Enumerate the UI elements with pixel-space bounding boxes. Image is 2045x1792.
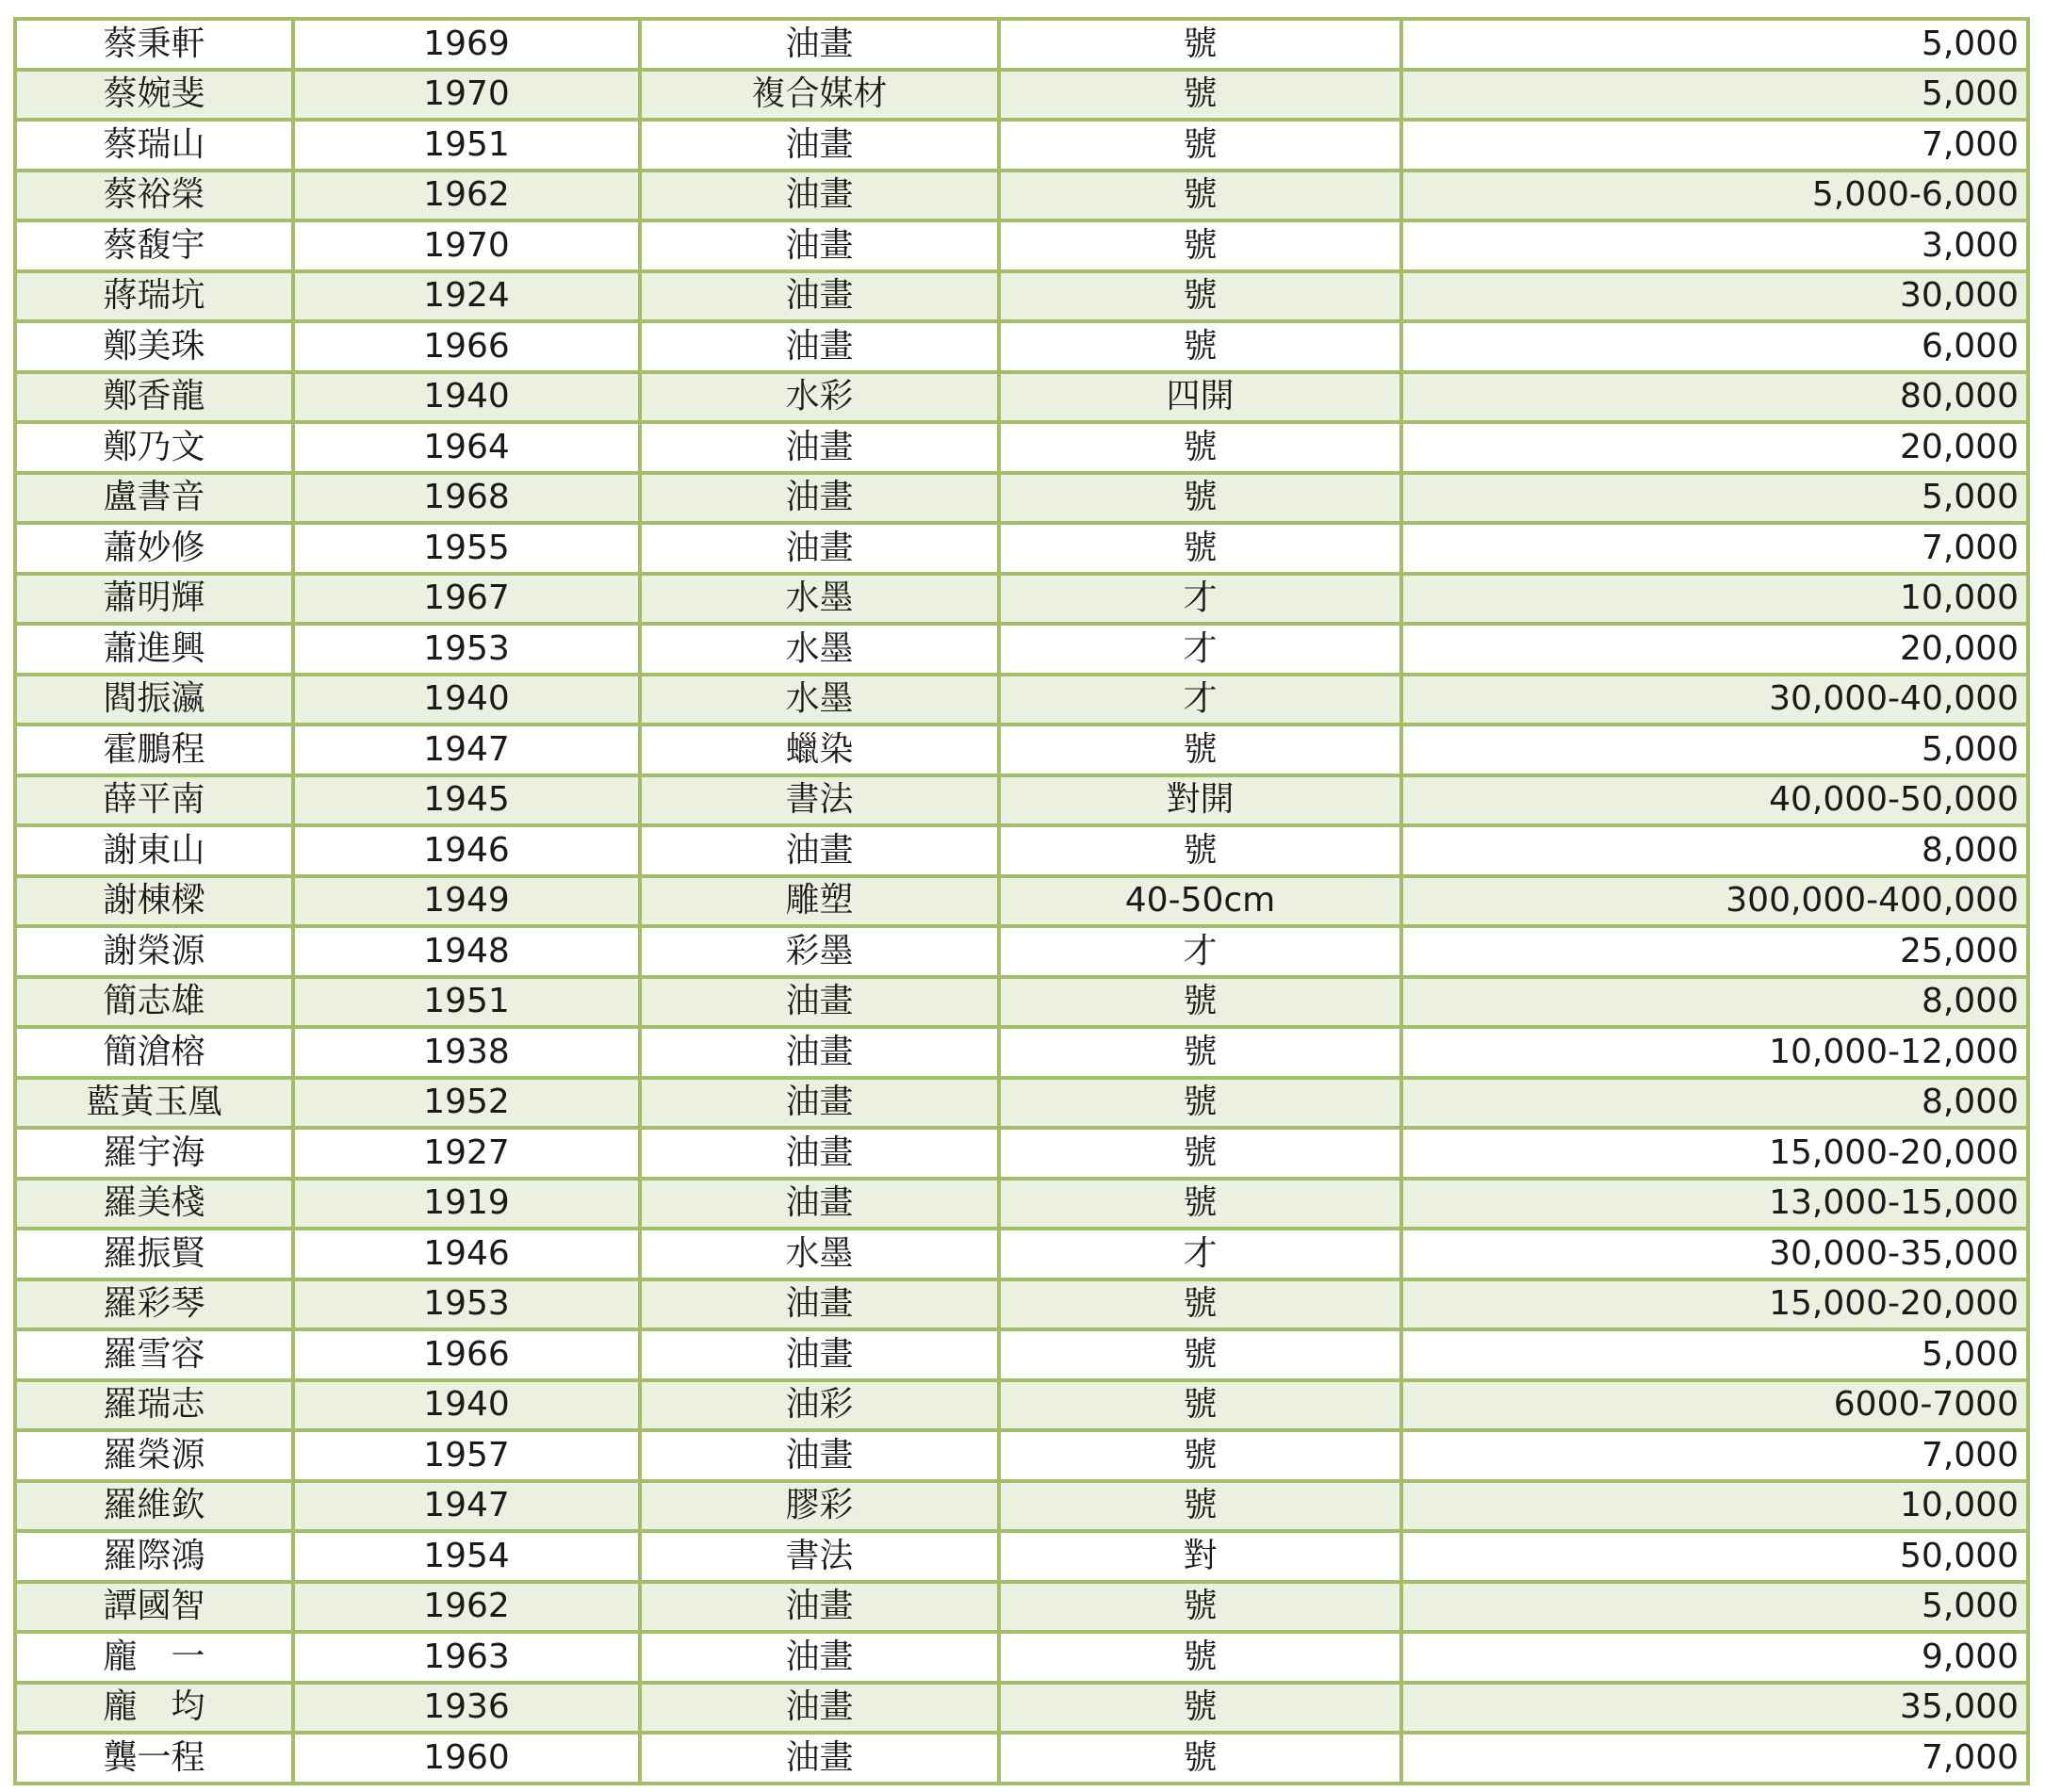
price-cell: 7,000 (1401, 1733, 2028, 1784)
artist-name-cell: 龐 均 (15, 1683, 293, 1734)
price-cell: 13,000-15,000 (1401, 1179, 2028, 1230)
medium-cell: 油畫 (640, 1279, 999, 1330)
table-row (15, 1380, 2028, 1431)
unit-cell: 號 (999, 1632, 1401, 1683)
table-row (15, 977, 2028, 1028)
table-row (15, 321, 2028, 372)
unit-cell: 對 (999, 1531, 1401, 1582)
artist-name-cell: 鄭美珠 (15, 321, 293, 372)
birth-year-cell: 1940 (293, 675, 640, 725)
birth-year-cell: 1953 (293, 624, 640, 675)
price-cell: 30,000 (1401, 271, 2028, 322)
medium-cell: 膠彩 (640, 1481, 999, 1532)
medium-cell: 書法 (640, 775, 999, 826)
medium-cell: 油畫 (640, 977, 999, 1028)
table-row (15, 1733, 2028, 1784)
medium-cell: 水彩 (640, 372, 999, 423)
medium-cell: 水墨 (640, 675, 999, 725)
table-row (15, 775, 2028, 826)
price-cell: 80,000 (1401, 372, 2028, 423)
birth-year-cell: 1962 (293, 171, 640, 221)
medium-cell: 油畫 (640, 523, 999, 574)
price-cell: 9,000 (1401, 1632, 2028, 1683)
table-row (15, 1430, 2028, 1481)
price-cell: 8,000 (1401, 825, 2028, 876)
medium-cell: 油畫 (640, 1128, 999, 1179)
artist-name-cell: 羅雪容 (15, 1329, 293, 1380)
medium-cell: 油畫 (640, 1683, 999, 1734)
price-cell: 8,000 (1401, 1078, 2028, 1129)
unit-cell: 號 (999, 977, 1401, 1028)
artist-name-cell: 鄭乃文 (15, 422, 293, 473)
table-row (15, 1683, 2028, 1734)
birth-year-cell: 1951 (293, 120, 640, 171)
birth-year-cell: 1924 (293, 271, 640, 322)
table-row (15, 271, 2028, 322)
artist-name-cell: 龐 一 (15, 1632, 293, 1683)
birth-year-cell: 1936 (293, 1683, 640, 1734)
birth-year-cell: 1962 (293, 1582, 640, 1633)
birth-year-cell: 1964 (293, 422, 640, 473)
table-row (15, 574, 2028, 625)
medium-cell: 水墨 (640, 574, 999, 625)
medium-cell: 油畫 (640, 1179, 999, 1230)
artist-name-cell: 蕭明輝 (15, 574, 293, 625)
medium-cell: 水墨 (640, 624, 999, 675)
artist-name-cell: 蕭進興 (15, 624, 293, 675)
artist-name-cell: 羅維欽 (15, 1481, 293, 1532)
price-cell: 5,000 (1401, 473, 2028, 524)
artist-name-cell: 羅際鴻 (15, 1531, 293, 1582)
artist-name-cell: 羅瑞志 (15, 1380, 293, 1431)
price-cell: 6,000 (1401, 321, 2028, 372)
price-cell: 10,000 (1401, 1481, 2028, 1532)
medium-cell: 油畫 (640, 1582, 999, 1633)
table-row (15, 473, 2028, 524)
medium-cell: 油畫 (640, 1430, 999, 1481)
unit-cell: 號 (999, 1481, 1401, 1532)
table-row (15, 725, 2028, 775)
price-cell: 50,000 (1401, 1531, 2028, 1582)
birth-year-cell: 1938 (293, 1027, 640, 1078)
artist-name-cell: 簡志雄 (15, 977, 293, 1028)
unit-cell: 號 (999, 1279, 1401, 1330)
unit-cell: 號 (999, 1430, 1401, 1481)
birth-year-cell: 1940 (293, 1380, 640, 1431)
artist-name-cell: 謝棟樑 (15, 876, 293, 927)
table-row (15, 624, 2028, 675)
medium-cell: 彩墨 (640, 926, 999, 977)
artist-name-cell: 謝榮源 (15, 926, 293, 977)
unit-cell: 號 (999, 220, 1401, 271)
unit-cell: 號 (999, 1128, 1401, 1179)
birth-year-cell: 1940 (293, 372, 640, 423)
medium-cell: 油畫 (640, 422, 999, 473)
table-row (15, 1179, 2028, 1230)
unit-cell: 才 (999, 926, 1401, 977)
birth-year-cell: 1953 (293, 1279, 640, 1330)
price-cell: 7,000 (1401, 1430, 2028, 1481)
birth-year-cell: 1951 (293, 977, 640, 1028)
table-row (15, 1078, 2028, 1129)
artist-name-cell: 蔣瑞坑 (15, 271, 293, 322)
birth-year-cell: 1945 (293, 775, 640, 826)
artist-name-cell: 羅榮源 (15, 1430, 293, 1481)
table-row (15, 1027, 2028, 1078)
medium-cell: 書法 (640, 1531, 999, 1582)
table-row (15, 70, 2028, 121)
price-cell: 3,000 (1401, 220, 2028, 271)
birth-year-cell: 1946 (293, 1229, 640, 1279)
artist-name-cell: 蕭妙修 (15, 523, 293, 574)
unit-cell: 號 (999, 19, 1401, 70)
unit-cell: 號 (999, 473, 1401, 524)
unit-cell: 號 (999, 1329, 1401, 1380)
artist-name-cell: 蔡婉斐 (15, 70, 293, 121)
medium-cell: 油畫 (640, 271, 999, 322)
price-cell: 300,000-400,000 (1401, 876, 2028, 927)
price-cell: 15,000-20,000 (1401, 1128, 2028, 1179)
unit-cell: 才 (999, 574, 1401, 625)
table-row (15, 220, 2028, 271)
artist-name-cell: 蔡馥宇 (15, 220, 293, 271)
unit-cell: 四開 (999, 372, 1401, 423)
artist-price-table (13, 17, 2030, 1785)
price-cell: 25,000 (1401, 926, 2028, 977)
medium-cell: 油畫 (640, 825, 999, 876)
unit-cell: 號 (999, 1582, 1401, 1633)
price-cell: 5,000-6,000 (1401, 171, 2028, 221)
table-row (15, 876, 2028, 927)
artist-name-cell: 蔡秉軒 (15, 19, 293, 70)
unit-cell: 號 (999, 171, 1401, 221)
price-cell: 5,000 (1401, 1329, 2028, 1380)
unit-cell: 號 (999, 825, 1401, 876)
birth-year-cell: 1957 (293, 1430, 640, 1481)
birth-year-cell: 1968 (293, 473, 640, 524)
medium-cell: 油畫 (640, 1632, 999, 1683)
table-row (15, 523, 2028, 574)
unit-cell: 對開 (999, 775, 1401, 826)
birth-year-cell: 1948 (293, 926, 640, 977)
table-row (15, 422, 2028, 473)
price-cell: 20,000 (1401, 624, 2028, 675)
price-cell: 40,000-50,000 (1401, 775, 2028, 826)
price-cell: 5,000 (1401, 19, 2028, 70)
artist-name-cell: 謝東山 (15, 825, 293, 876)
birth-year-cell: 1949 (293, 876, 640, 927)
artist-name-cell: 簡滄榕 (15, 1027, 293, 1078)
birth-year-cell: 1970 (293, 220, 640, 271)
table-row (15, 1481, 2028, 1532)
medium-cell: 油畫 (640, 19, 999, 70)
medium-cell: 水墨 (640, 1229, 999, 1279)
birth-year-cell: 1947 (293, 725, 640, 775)
price-cell: 5,000 (1401, 1582, 2028, 1633)
price-cell: 10,000 (1401, 574, 2028, 625)
birth-year-cell: 1955 (293, 523, 640, 574)
birth-year-cell: 1967 (293, 574, 640, 625)
medium-cell: 油畫 (640, 120, 999, 171)
table-row (15, 1582, 2028, 1633)
medium-cell: 油畫 (640, 1733, 999, 1784)
artist-name-cell: 藍黃玉凰 (15, 1078, 293, 1129)
artist-name-cell: 羅彩琴 (15, 1279, 293, 1330)
unit-cell: 號 (999, 523, 1401, 574)
artist-name-cell: 龔一程 (15, 1733, 293, 1784)
unit-cell: 40-50cm (999, 876, 1401, 927)
medium-cell: 油畫 (640, 321, 999, 372)
table-row (15, 1229, 2028, 1279)
unit-cell: 才 (999, 1229, 1401, 1279)
unit-cell: 號 (999, 1683, 1401, 1734)
unit-cell: 號 (999, 321, 1401, 372)
table-row (15, 926, 2028, 977)
medium-cell: 油畫 (640, 473, 999, 524)
price-cell: 6000-7000 (1401, 1380, 2028, 1431)
birth-year-cell: 1947 (293, 1481, 640, 1532)
artist-name-cell: 盧書音 (15, 473, 293, 524)
birth-year-cell: 1960 (293, 1733, 640, 1784)
price-cell: 30,000-40,000 (1401, 675, 2028, 725)
price-cell: 20,000 (1401, 422, 2028, 473)
birth-year-cell: 1970 (293, 70, 640, 121)
medium-cell: 複合媒材 (640, 70, 999, 121)
medium-cell: 油畫 (640, 171, 999, 221)
table-row (15, 1128, 2028, 1179)
price-cell: 7,000 (1401, 523, 2028, 574)
unit-cell: 號 (999, 422, 1401, 473)
unit-cell: 號 (999, 1733, 1401, 1784)
artist-name-cell: 羅美棧 (15, 1179, 293, 1230)
unit-cell: 號 (999, 271, 1401, 322)
birth-year-cell: 1966 (293, 321, 640, 372)
medium-cell: 油畫 (640, 1078, 999, 1129)
birth-year-cell: 1927 (293, 1128, 640, 1179)
table-row (15, 120, 2028, 171)
table-row (15, 675, 2028, 725)
unit-cell: 號 (999, 70, 1401, 121)
table-row (15, 19, 2028, 70)
price-cell: 5,000 (1401, 70, 2028, 121)
birth-year-cell: 1963 (293, 1632, 640, 1683)
artist-name-cell: 蔡瑞山 (15, 120, 293, 171)
price-cell: 8,000 (1401, 977, 2028, 1028)
price-cell: 5,000 (1401, 725, 2028, 775)
medium-cell: 雕塑 (640, 876, 999, 927)
unit-cell: 號 (999, 120, 1401, 171)
price-cell: 10,000-12,000 (1401, 1027, 2028, 1078)
table-row (15, 825, 2028, 876)
price-cell: 30,000-35,000 (1401, 1229, 2028, 1279)
unit-cell: 才 (999, 624, 1401, 675)
birth-year-cell: 1966 (293, 1329, 640, 1380)
artist-name-cell: 薛平南 (15, 775, 293, 826)
artist-name-cell: 鄭香龍 (15, 372, 293, 423)
unit-cell: 號 (999, 1027, 1401, 1078)
artist-name-cell: 羅振賢 (15, 1229, 293, 1279)
artist-name-cell: 譚國智 (15, 1582, 293, 1633)
artist-name-cell: 羅宇海 (15, 1128, 293, 1179)
table-body (15, 19, 2028, 1784)
artist-name-cell: 蔡裕榮 (15, 171, 293, 221)
medium-cell: 油畫 (640, 220, 999, 271)
table-row (15, 1632, 2028, 1683)
unit-cell: 號 (999, 1380, 1401, 1431)
medium-cell: 蠟染 (640, 725, 999, 775)
artist-name-cell: 霍鵬程 (15, 725, 293, 775)
medium-cell: 油畫 (640, 1329, 999, 1380)
table-row (15, 171, 2028, 221)
unit-cell: 才 (999, 675, 1401, 725)
table-row (15, 1329, 2028, 1380)
table-row (15, 1531, 2028, 1582)
medium-cell: 油畫 (640, 1027, 999, 1078)
table-row (15, 1279, 2028, 1330)
birth-year-cell: 1952 (293, 1078, 640, 1129)
unit-cell: 號 (999, 1078, 1401, 1129)
birth-year-cell: 1969 (293, 19, 640, 70)
unit-cell: 號 (999, 1179, 1401, 1230)
artist-name-cell: 閻振瀛 (15, 675, 293, 725)
birth-year-cell: 1919 (293, 1179, 640, 1230)
price-cell: 7,000 (1401, 120, 2028, 171)
price-cell: 15,000-20,000 (1401, 1279, 2028, 1330)
price-cell: 35,000 (1401, 1683, 2028, 1734)
table-row (15, 372, 2028, 423)
birth-year-cell: 1946 (293, 825, 640, 876)
unit-cell: 號 (999, 725, 1401, 775)
medium-cell: 油彩 (640, 1380, 999, 1431)
birth-year-cell: 1954 (293, 1531, 640, 1582)
